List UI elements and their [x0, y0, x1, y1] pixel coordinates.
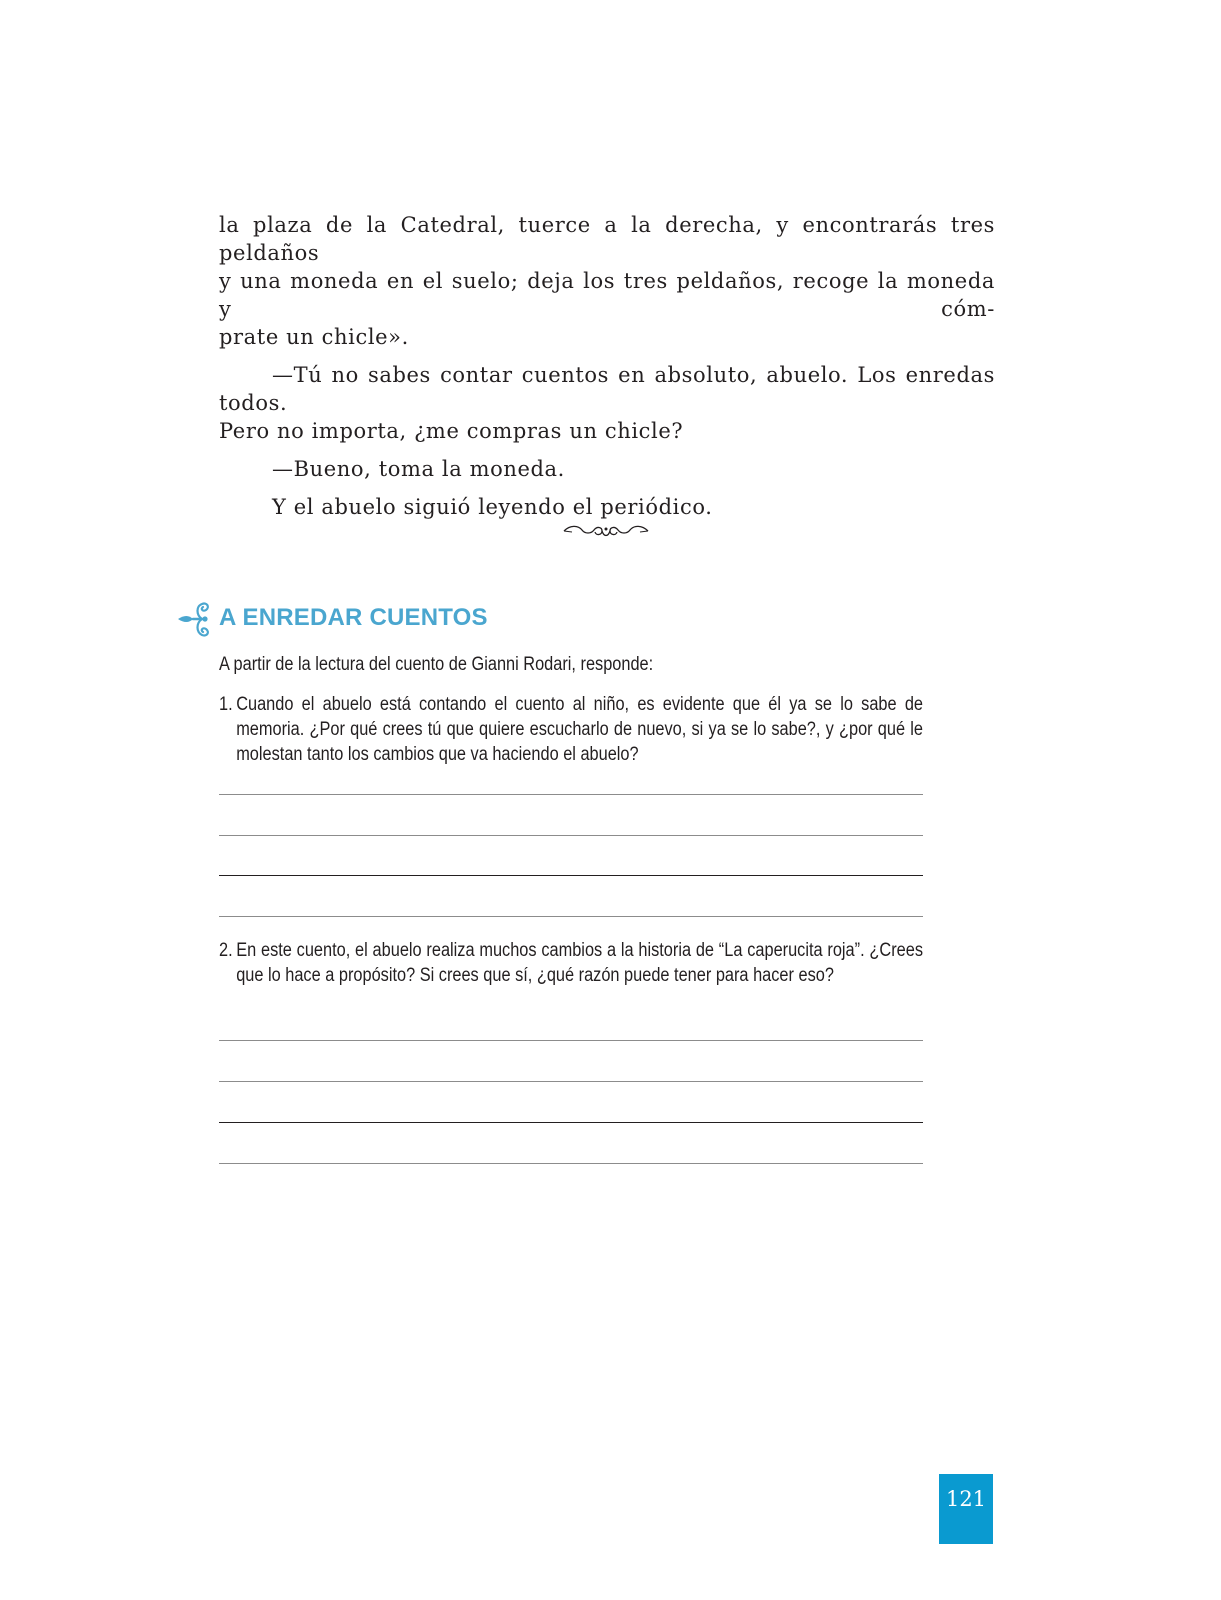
page-number: 121 [939, 1474, 993, 1544]
question-1 [219, 692, 923, 767]
question-text: Cuando el abuelo está contando el cuento al niño, es evidente que él ya se lo sabe de memoria. ¿Por qué crees tú que quiere escucharlo de nuevo, si ya se lo sabe?, y ¿por qué le molestan tanto los cambios que va haciendo el abuelo? [236, 694, 923, 765]
answer-line[interactable] [219, 794, 923, 795]
answer-line[interactable] [219, 1081, 923, 1082]
answer-line[interactable] [219, 1122, 923, 1123]
question-number: 1. [219, 694, 233, 715]
question-text: En este cuento, el abuelo realiza muchos cambios a la historia de “La caperucita roja”. ¿Crees que lo hace a propósito? Si crees que sí, ¿qué razón puede tener para hacer eso? [236, 940, 923, 986]
exercise-intro: A partir de la lectura del cuento de Gianni Rodari, responde: [219, 654, 654, 675]
story-line: Pero no importa, ¿me compras un chicle? [219, 419, 684, 443]
story-line: —Tú no sabes contar cuentos en absoluto, abuelo. Los enredas todos. [219, 363, 995, 415]
story-paragraph-continuation [219, 417, 995, 445]
scroll-flourish-icon [176, 600, 212, 640]
story-line: prate un chicle». [219, 325, 409, 349]
answer-line[interactable] [219, 1163, 923, 1164]
story-paragraph: Y el abuelo siguió leyendo el periódico. [272, 495, 713, 519]
question-2 [219, 938, 923, 988]
question-number: 2. [219, 940, 233, 961]
story-paragraph: —Bueno, toma la moneda. [272, 457, 565, 481]
answer-line[interactable] [219, 835, 923, 836]
answer-line[interactable] [219, 1040, 923, 1041]
flourish-ornament-icon [562, 521, 650, 541]
story-paragraph [219, 211, 995, 351]
answer-line[interactable] [219, 916, 923, 917]
answer-line[interactable] [219, 875, 923, 876]
story-line: y una moneda en el suelo; deja los tres peldaños, recoge la moneda y cóm- [219, 269, 995, 321]
story-text [219, 211, 995, 531]
story-line: la plaza de la Catedral, tuerce a la derecha, y encontrarás tres peldaños [219, 213, 995, 265]
story-paragraph [219, 361, 995, 417]
section-title: A ENREDAR CUENTOS [219, 604, 488, 631]
